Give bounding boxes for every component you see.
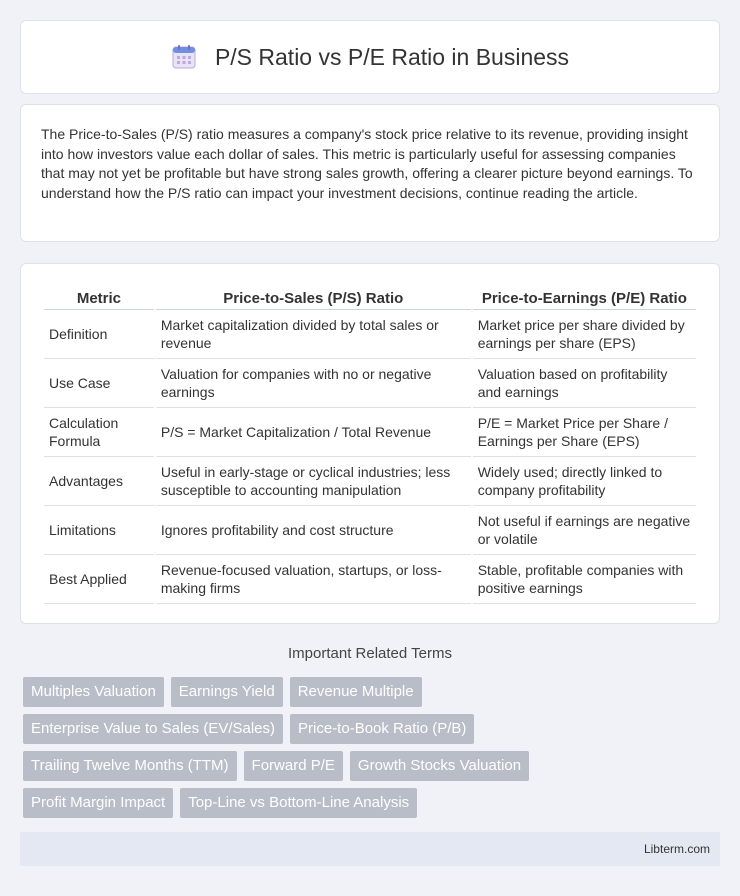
ps-cell: Market capitalization divided by total sales or revenue: [156, 310, 471, 359]
table-row: [44, 408, 696, 457]
pe-cell: Market price per share divided by earnings per share (EPS): [473, 310, 696, 359]
title-wrap: [171, 44, 569, 71]
row-label: Calculation Formula: [44, 408, 154, 457]
related-terms-title: Important Related Terms: [288, 645, 452, 662]
row-label: Advantages: [44, 457, 154, 506]
header-card: [20, 20, 720, 94]
tag-ev-sales[interactable]: Enterprise Value to Sales (EV/Sales): [23, 714, 283, 744]
tag-top-line-bottom-line[interactable]: Top-Line vs Bottom-Line Analysis: [180, 788, 417, 818]
intro-text: The Price-to-Sales (P/S) ratio measures a company's stock price relative to its revenue, providing insight into how investors value each dollar of sales. This metric is particularly useful for assessing companies that may not yet be profitable but have strong sales growth, offering a clearer picture beyond earnings. To understand how the P/S ratio can impact your investment decisions, continue reading the article.: [41, 126, 693, 201]
ps-cell: Valuation for companies with no or negative earnings: [156, 359, 471, 408]
tag-profit-margin[interactable]: Profit Margin Impact: [23, 788, 173, 818]
row-label: Best Applied: [44, 555, 154, 604]
page-title: P/S Ratio vs P/E Ratio in Business: [214, 43, 570, 70]
tag-ttm[interactable]: Trailing Twelve Months (TTM): [23, 751, 237, 781]
table-card: [20, 263, 720, 624]
table-row: [44, 359, 696, 408]
footer-brand[interactable]: Libterm.com: [643, 842, 710, 856]
table-row: [44, 310, 696, 359]
footer: [20, 832, 720, 866]
pe-cell: Valuation based on profitability and earnings: [473, 359, 696, 408]
tag-row: [23, 714, 723, 744]
tag-revenue-multiple[interactable]: Revenue Multiple: [290, 677, 422, 707]
intro-card: [20, 104, 720, 242]
table-row: [44, 555, 696, 604]
related-terms: [23, 677, 723, 825]
row-label: Limitations: [44, 506, 154, 555]
pe-cell: Widely used; directly linked to company profitability: [473, 457, 696, 506]
column-header-pe: Price-to-Earnings (P/E) Ratio: [473, 284, 696, 310]
pe-cell: P/E = Market Price per Share / Earnings per Share (EPS): [473, 408, 696, 457]
table-header-row: [44, 284, 696, 310]
ps-cell: Revenue-focused valuation, startups, or loss-making firms: [156, 555, 471, 604]
pe-cell: Not useful if earnings are negative or volatile: [473, 506, 696, 555]
tag-multiples-valuation[interactable]: Multiples Valuation: [23, 677, 164, 707]
tag-forward-pe[interactable]: Forward P/E: [244, 751, 343, 781]
calendar-icon: [171, 44, 197, 70]
tag-growth-stocks[interactable]: Growth Stocks Valuation: [350, 751, 529, 781]
table-row: [44, 506, 696, 555]
tag-price-to-book[interactable]: Price-to-Book Ratio (P/B): [290, 714, 474, 744]
ps-cell: P/S = Market Capitalization / Total Revenue: [156, 408, 471, 457]
ps-cell: Ignores profitability and cost structure: [156, 506, 471, 555]
column-header-ps: Price-to-Sales (P/S) Ratio: [156, 284, 471, 310]
column-header-metric: Metric: [44, 284, 154, 310]
row-label: Definition: [44, 310, 154, 359]
comparison-table: [42, 284, 698, 604]
tag-row: [23, 677, 723, 707]
table-row: [44, 457, 696, 506]
ps-cell: Useful in early-stage or cyclical industries; less susceptible to accounting manipulation: [156, 457, 471, 506]
pe-cell: Stable, profitable companies with positive earnings: [473, 555, 696, 604]
tag-earnings-yield[interactable]: Earnings Yield: [171, 677, 283, 707]
row-label: Use Case: [44, 359, 154, 408]
tag-row: [23, 751, 723, 781]
tag-row: [23, 788, 723, 818]
